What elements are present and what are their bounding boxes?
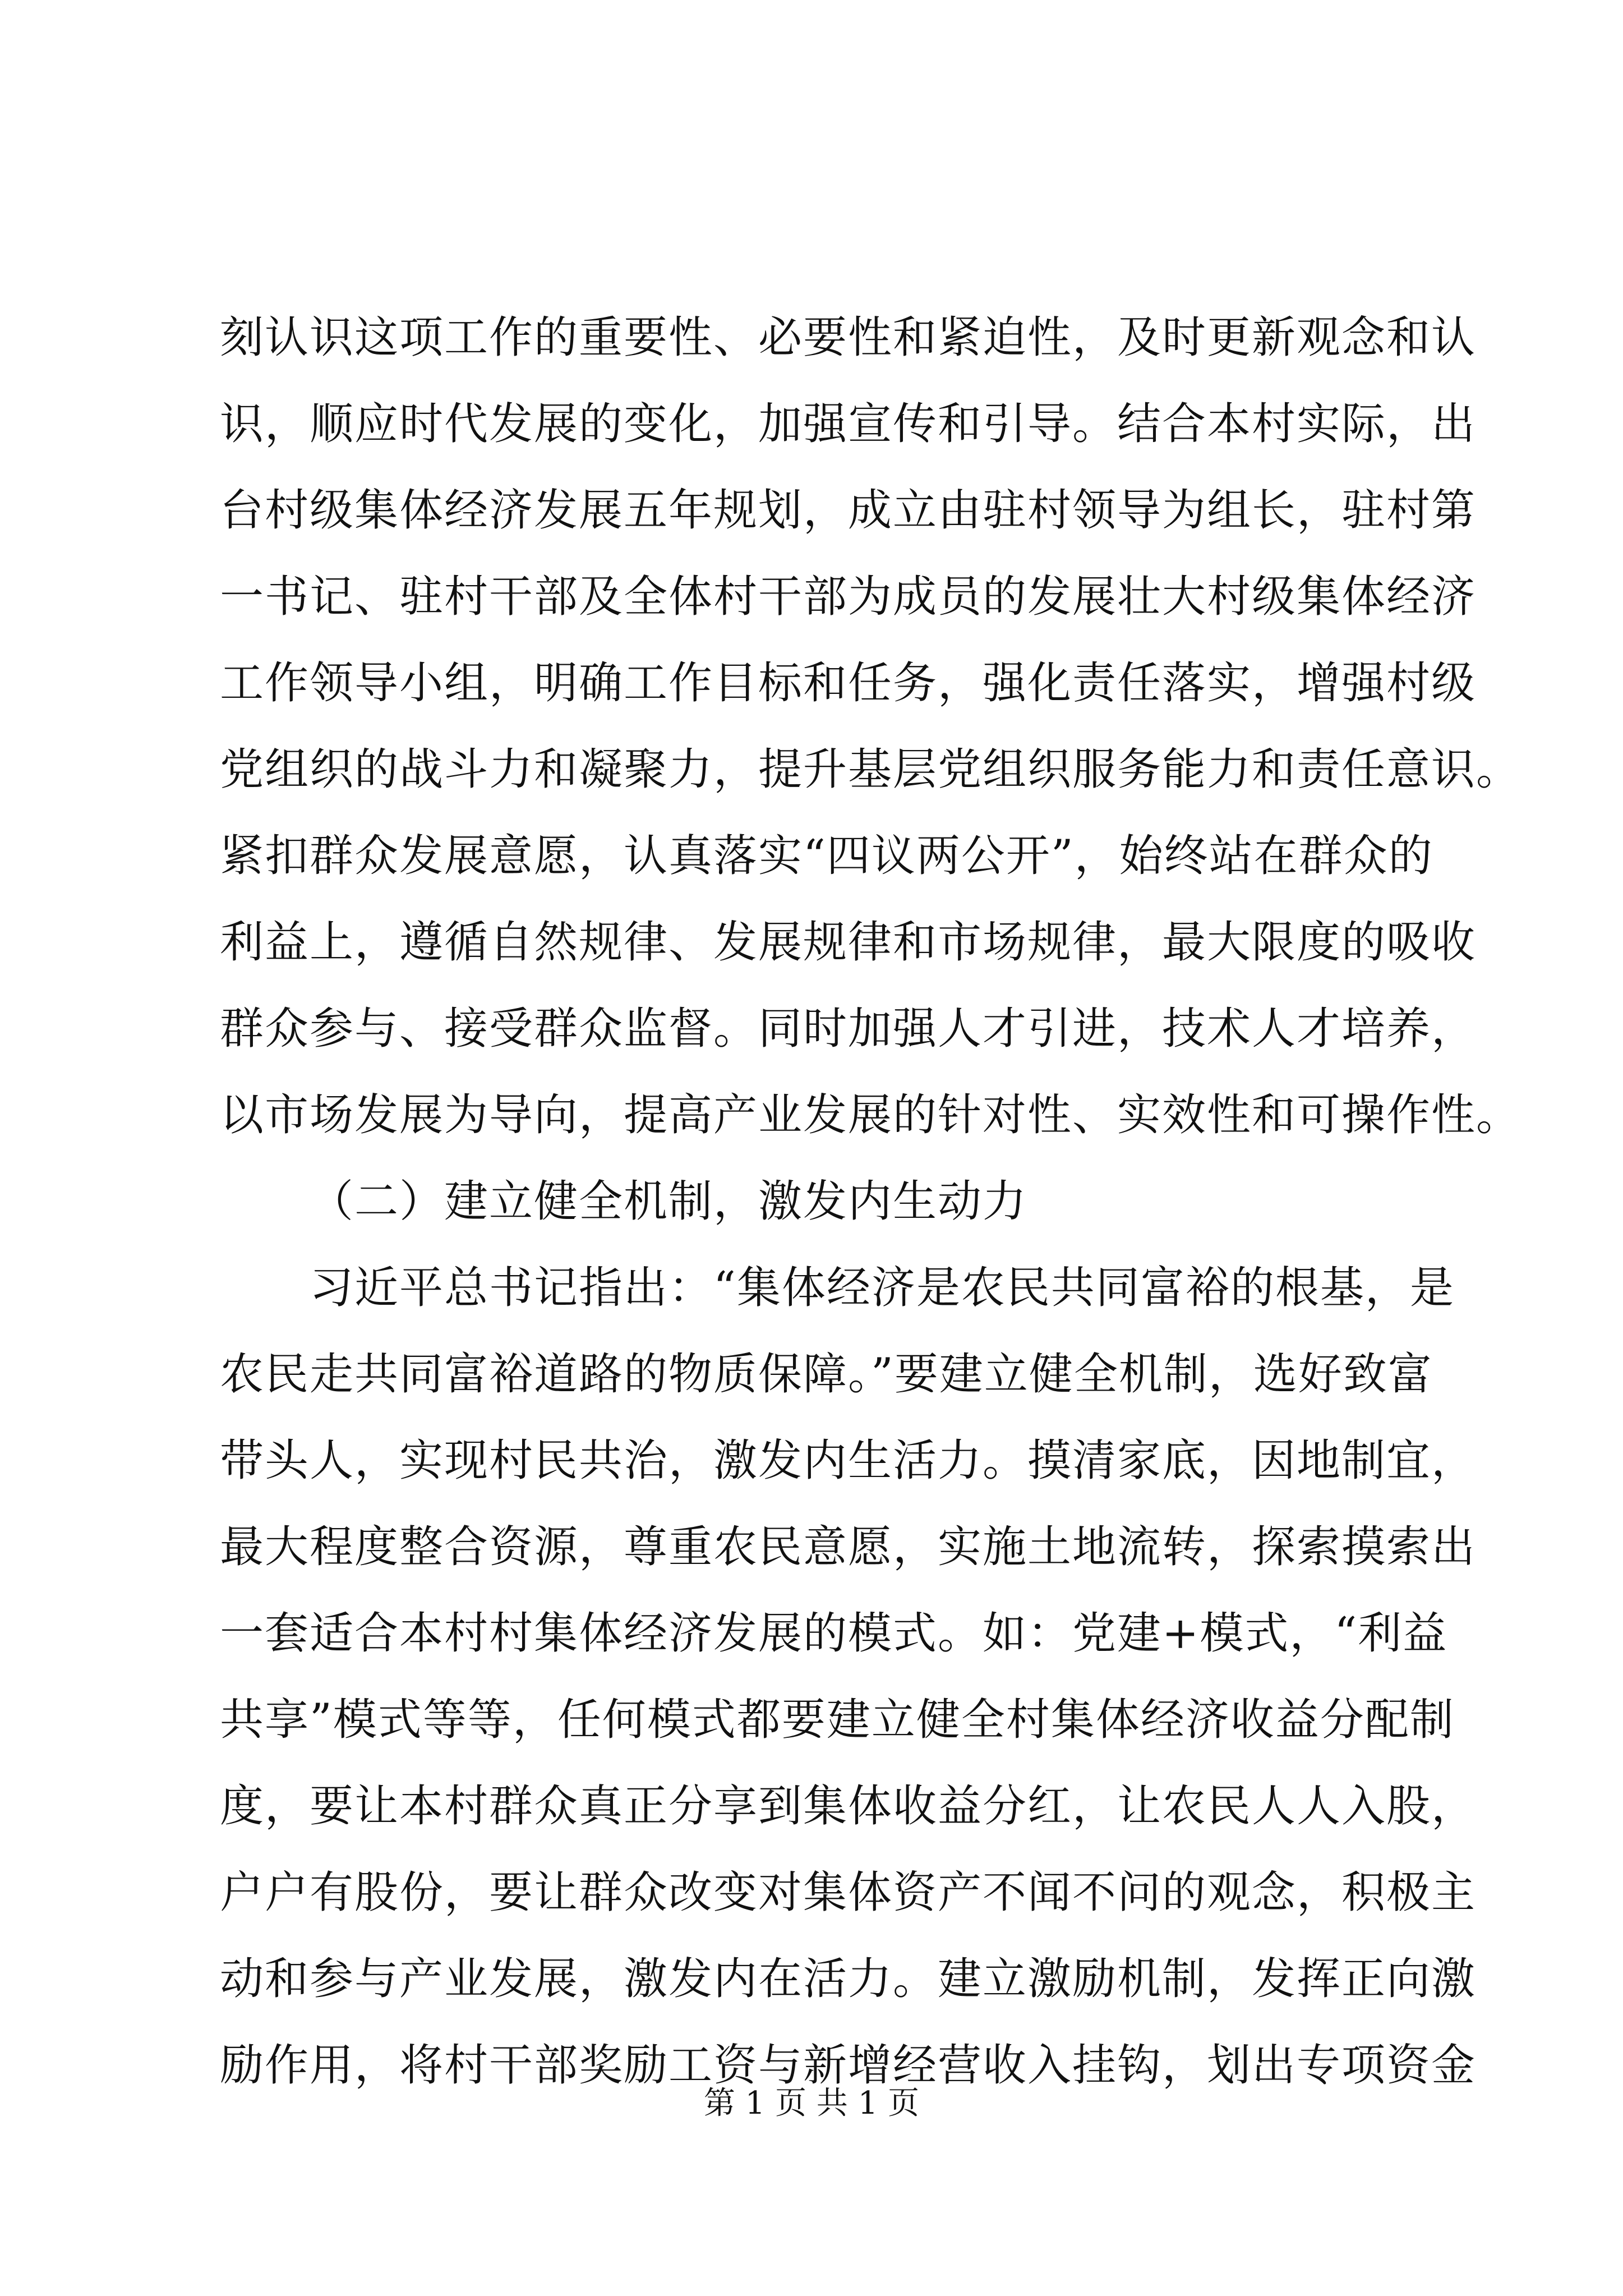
text-line: 带头人，实现村民共治，激发内生活力。摸清家底，因地制宜，: [220, 1435, 1477, 1486]
page-footer: [0, 2084, 1623, 2123]
text-line: 共享”模式等等，任何模式都要建立健全村集体经济收益分配制: [220, 1695, 1455, 1745]
text-line: 户户有股份，要让群众改变对集体资产不闻不问的观念，积极主: [220, 1867, 1477, 1918]
text-line: 紧扣群众发展意愿，认真落实“四议两公开”，始终站在群众的: [220, 831, 1433, 881]
text-line: 最大程度整合资源，尊重农民意愿，实施土地流转，探索摸索出: [220, 1522, 1477, 1572]
page-number-label: 第 1 页 共 1 页: [703, 2085, 920, 2122]
text-line: 以市场发展为导向，提高产业发展的针对性、实效性和可操作性。: [220, 1090, 1521, 1140]
text-line: 习近平总书记指出：“集体经济是农民共同富裕的根基，是: [310, 1263, 1455, 1313]
text-line: 识，顺应时代发展的变化，加强宣传和引导。结合本村实际，出: [220, 399, 1477, 449]
text-line: 群众参与、接受群众监督。同时加强人才引进，技术人才培养，: [220, 1004, 1477, 1054]
text-line: 工作领导小组，明确工作目标和任务，强化责任落实，增强村级: [220, 658, 1477, 708]
text-line: 台村级集体经济发展五年规划，成立由驻村领导为组长，驻村第: [220, 485, 1477, 536]
text-line: 励作用，将村干部奖励工资与新增经营收入挂钩，划出专项资金: [220, 2040, 1477, 2091]
document-body: [220, 295, 1521, 2109]
text-line: 一套适合本村村集体经济发展的模式。如：党建+模式，“利益: [220, 1608, 1448, 1659]
section-heading: （二）建立健全机制，激发内生动力: [310, 1176, 1028, 1227]
text-line: 动和参与产业发展，激发内在活力。建立激励机制，发挥正向激: [220, 1954, 1477, 2004]
text-line: 度，要让本村群众真正分享到集体收益分红，让农民人人入股，: [220, 1781, 1477, 1832]
text-line: 利益上，遵循自然规律、发展规律和市场规律，最大限度的吸收: [220, 917, 1477, 968]
text-line: 党组织的战斗力和凝聚力，提升基层党组织服务能力和责任意识。: [220, 744, 1521, 795]
text-line: 农民走共同富裕道路的物质保障。”要建立健全机制，选好致富: [220, 1349, 1433, 1400]
text-line: 刻认识这项工作的重要性、必要性和紧迫性，及时更新观念和认: [220, 312, 1477, 363]
text-line: 一书记、驻村干部及全体村干部为成员的发展壮大村级集体经济: [220, 572, 1477, 622]
